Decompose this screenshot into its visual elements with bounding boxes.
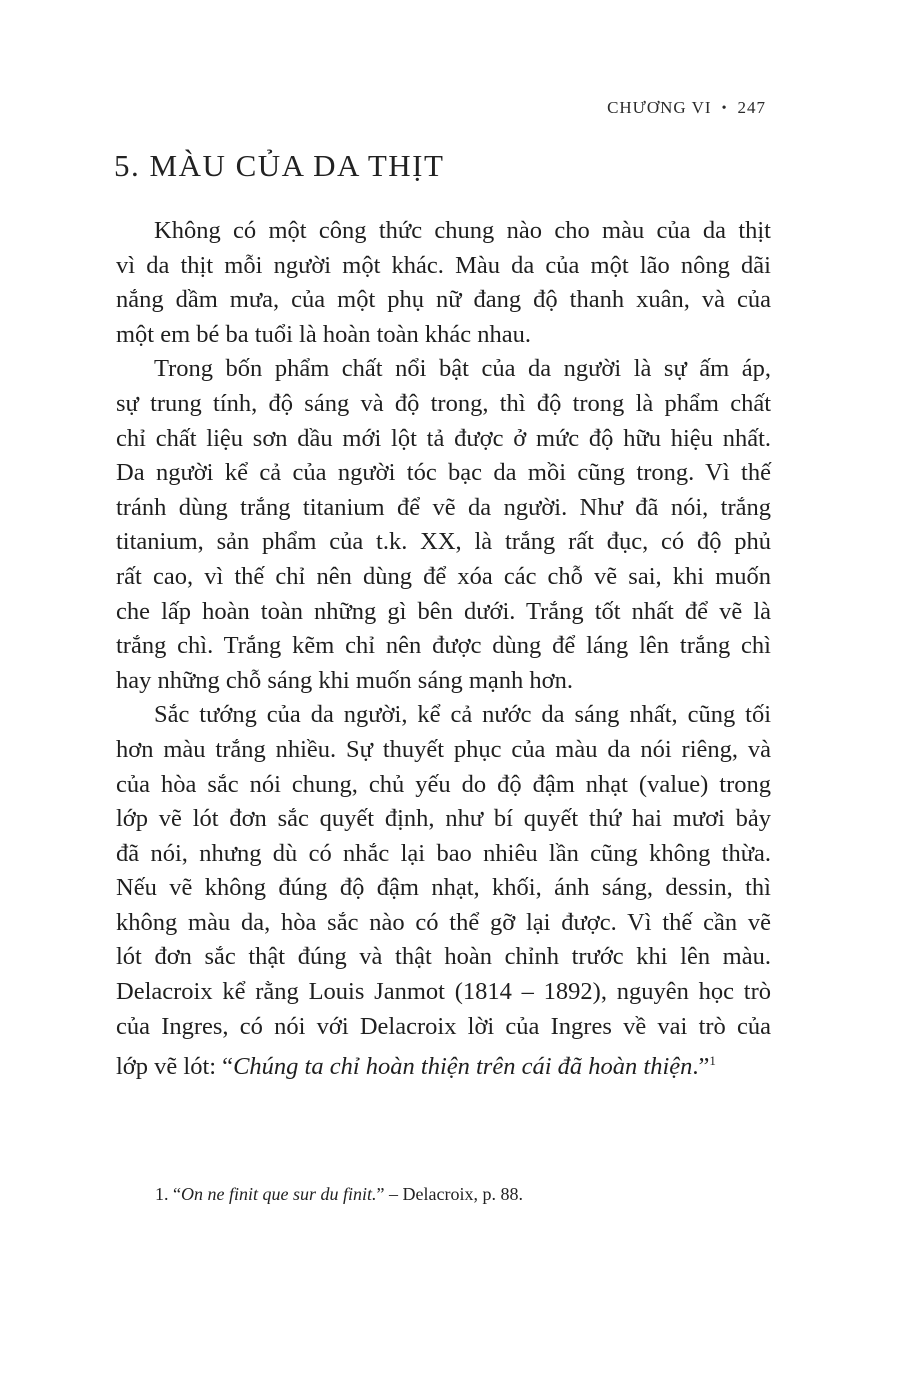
text-line: hơn màu trắng nhiều. Sự thuyết phục của màu da nói riêng, và <box>116 735 771 763</box>
text-line: lót đơn sắc thật đúng và thật hoàn chỉnh trước khi lên màu. <box>116 943 771 971</box>
text-line: titanium, sản phẩm của t.k. XX, là trắng rất đục, có độ phủ <box>116 528 771 556</box>
paragraph-2 <box>116 352 771 698</box>
text-line: rất cao, vì thế chỉ nên dùng để xóa các chỗ vẽ sai, khi muốn <box>116 562 771 590</box>
section-title: 5. MÀU CỦA DA THỊT <box>114 148 445 183</box>
text-line: chỉ chất liệu sơn dầu mới lột tả được ở mức độ hữu hiệu nhất. <box>116 424 771 452</box>
footnote-source: ” – Delacroix, p. 88. <box>376 1184 523 1204</box>
text-line: của hòa sắc nói chung, chủ yếu do độ đậm nhạt (value) trong <box>116 770 771 798</box>
text-line: sự trung tính, độ sáng và độ trong, thì độ trong là phẩm chất <box>116 389 771 417</box>
text-line: đã nói, nhưng dù có nhắc lại bao nhiêu lần cũng không thừa. <box>116 839 771 867</box>
text-line: Da người kể cả của người tóc bạc da mồi cũng trong. Vì thế <box>116 459 771 487</box>
text-line: tránh dùng trắng titanium để vẽ da người. Như đã nói, trắng <box>116 493 771 521</box>
footnote-reference: 1 <box>709 1053 716 1069</box>
text-line: vì da thịt mỗi người một khác. Màu da của một lão nông dãi <box>116 251 771 279</box>
text-line: che lấp hoàn toàn những gì bên dưới. Trắng tốt nhất để vẽ là <box>116 597 771 625</box>
footnote-quote: On ne finit que sur du finit. <box>181 1184 377 1204</box>
text-line: Trong bốn phẩm chất nổi bật của da người là sự ấm áp, <box>154 355 771 383</box>
text-line: không màu da, hòa sắc nào có thể gỡ lại được. Vì thế cần vẽ <box>116 908 771 936</box>
running-head <box>607 98 766 118</box>
text-line: nắng dầm mưa, của một phụ nữ đang độ thanh xuân, và của <box>116 286 771 314</box>
ingres-quote: Chúng ta chỉ hoàn thiện trên cái đã hoàn thiện <box>233 1053 693 1081</box>
text-line: Không có một công thức chung nào cho màu của da thịt <box>154 217 771 244</box>
text-line: Sắc tướng của da người, kể cả nước da sáng nhất, cũng tối <box>154 701 771 729</box>
text-line: một em bé ba tuổi là hoàn toàn khác nhau. <box>116 320 532 348</box>
text-line: trắng chì. Trắng kẽm chỉ nên được dùng để láng lên trắng chì <box>116 632 771 660</box>
chapter-label: CHƯƠNG VI <box>607 98 712 117</box>
text-line-with-quote <box>116 1044 771 1079</box>
paragraph-1 <box>116 214 771 352</box>
text-line: Nếu vẽ không đúng độ đậm nhạt, khối, ánh sáng, dessin, thì <box>116 874 771 902</box>
quote-tail: .” <box>692 1053 710 1081</box>
footnote <box>155 1184 523 1205</box>
separator-dot: • <box>721 101 728 116</box>
text-line: Delacroix kể rằng Louis Janmot (1814 – 1892), nguyên học trò <box>116 978 771 1006</box>
text-line: của Ingres, có nói với Delacroix lời của Ingres về vai trò của <box>116 1012 771 1040</box>
page-number: 247 <box>737 98 766 117</box>
text-line: lớp vẽ lót đơn sắc quyết định, như bí quyết thứ hai mươi bảy <box>116 805 771 833</box>
body-text <box>116 214 771 1079</box>
paragraph-3 <box>116 698 771 1079</box>
quote-lead: lớp vẽ lót: “ <box>116 1053 234 1081</box>
footnote-number: 1. “ <box>155 1184 181 1204</box>
text-line: hay những chỗ sáng khi muốn sáng mạnh hơn. <box>116 666 573 694</box>
